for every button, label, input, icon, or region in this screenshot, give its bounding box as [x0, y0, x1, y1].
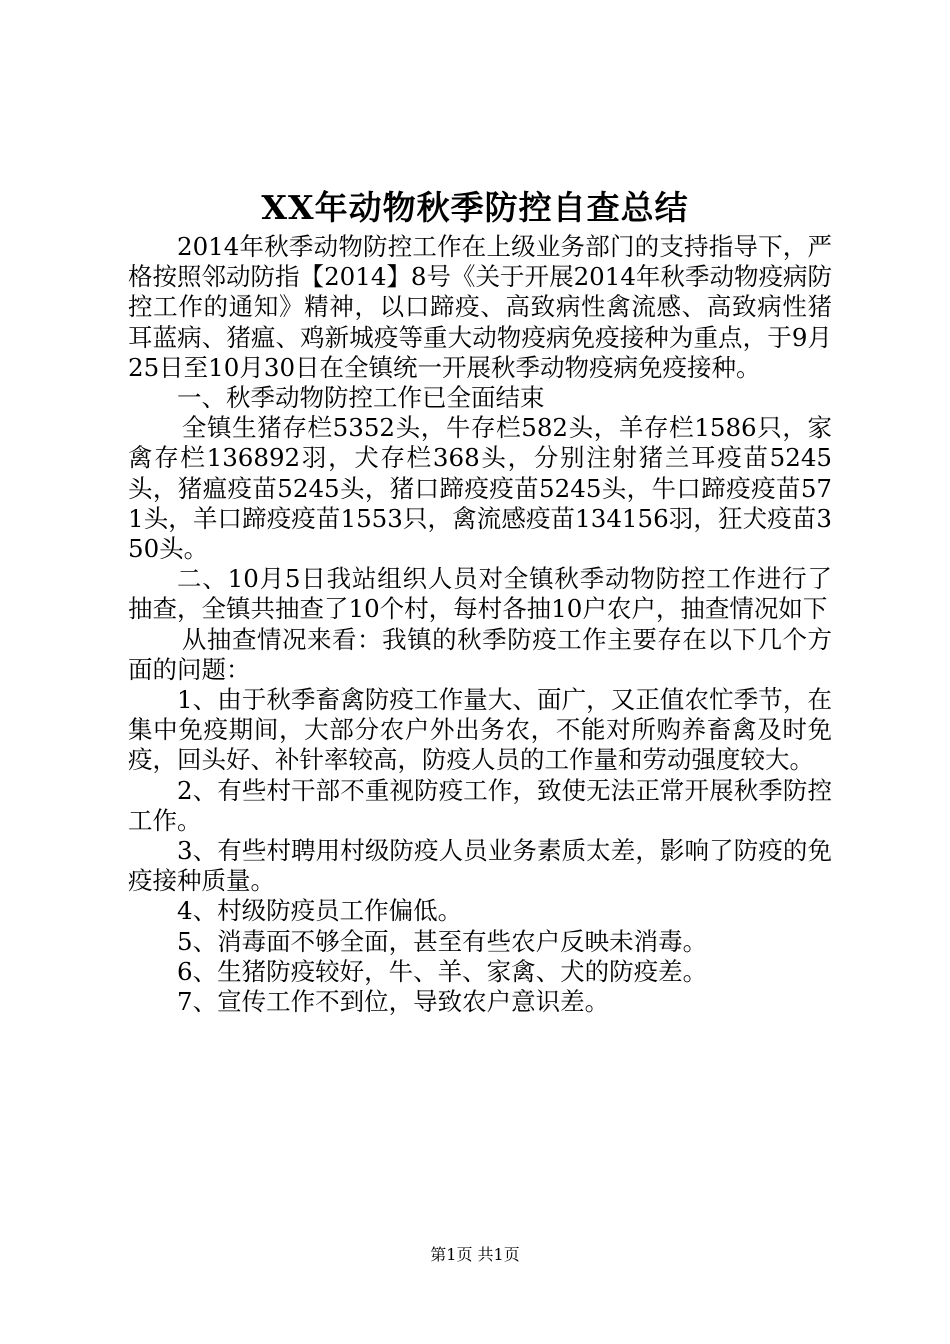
paragraph-findings-intro: 从抽查情况来看：我镇的秋季防疫工作主要存在以下几个方面的问题：: [128, 624, 832, 684]
page-number-footer: 第1页 共1页: [430, 1245, 520, 1264]
list-item-problem-1: 1、由于秋季畜禽防疫工作量大、面广，又正值农忙季节，在集中免疫期间，大部分农户外出务农，不能对所购养畜禽及时免疫，回头好、补针率较高，防疫人员的工作量和劳动强度较大。: [128, 685, 832, 775]
paragraph-livestock-stats: 全镇生猪存栏5352头，牛存栏582头，羊存栏1586只，家禽存栏136892羽，犬存栏368头，分别注射猪兰耳疫苗5245头，猪瘟疫苗5245头，猪口蹄疫疫苗5245头，牛口蹄疫疫苗571头，羊口蹄疫疫苗1553只，禽流感疫苗134156羽，狂犬疫苗350头。: [128, 413, 832, 564]
document-title: XX年动物秋季防控自查总结: [261, 188, 689, 227]
list-item-problem-2: 2、有些村干部不重视防疫工作，致使无法正常开展秋季防控工作。: [128, 775, 832, 835]
section-heading-one: 一、秋季动物防控工作已全面结束: [177, 383, 545, 413]
list-item-problem-5: 5、消毒面不够全面，甚至有些农户反映未消毒。: [177, 926, 708, 956]
section-heading-two: 二、10月5日我站组织人员对全镇秋季动物防控工作进行了抽查，全镇共抽查了10个村，每村各抽10户农户，抽查情况如下: [128, 564, 832, 624]
list-item-problem-7: 7、宣传工作不到位，导致农户意识差。: [177, 987, 610, 1017]
list-item-problem-4: 4、村级防疫员工作偏低。: [177, 896, 463, 926]
paragraph-intro: 2014年秋季动物防控工作在上级业务部门的支持指导下，严格按照邻动防指【2014】8号《关于开展2014年秋季动物疫病防控工作的通知》精神，以口蹄疫、高致病性禽流感、高致病性猪耳蓝病、猪瘟、鸡新城疫等重大动物疫病免疫接种为重点，于9月25日至10月30日在全镇统一开展秋季动物疫病免疫接种。: [128, 232, 832, 382]
list-item-problem-3: 3、有些村聘用村级防疫人员业务素质太差，影响了防疫的免疫接种质量。: [128, 836, 832, 896]
list-item-problem-6: 6、生猪防疫较好，牛、羊、家禽、犬的防疫差。: [177, 956, 708, 986]
document-body: [128, 232, 832, 1017]
